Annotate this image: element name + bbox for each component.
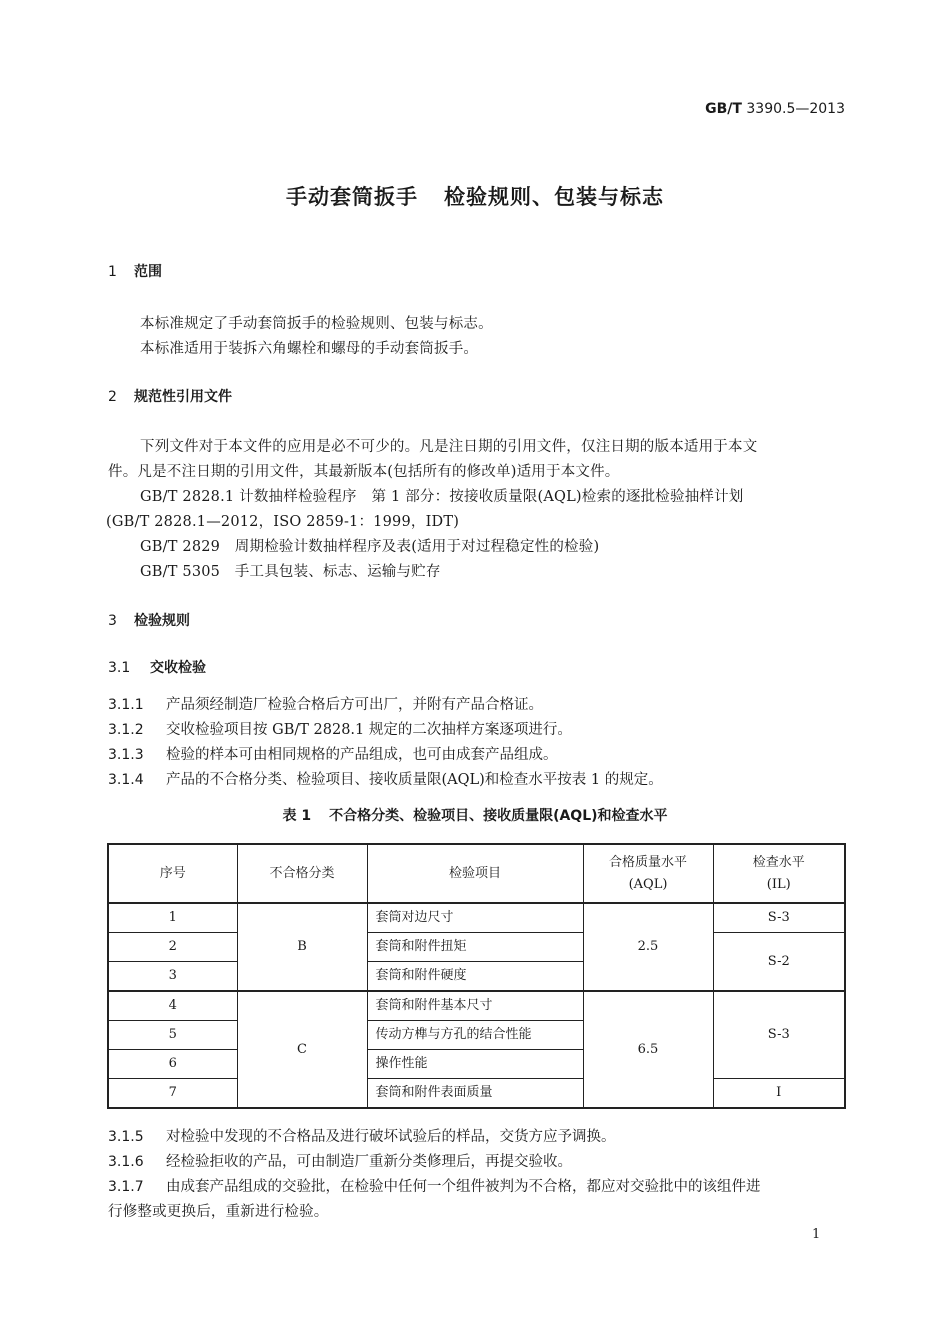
reference-2: GB/T 2829 周期检验计数抽样程序及表(适用于对过程稳定性的检验) [140,539,600,555]
row-seq: 4 [108,991,237,1021]
header-class: 不合格分类 [237,844,367,903]
row-item: 套筒和附件扭矩 [367,933,583,962]
page-number: 1 [812,1227,821,1242]
table-1-number: 表 1 [282,808,312,824]
document-title [0,181,950,211]
section-1-paragraph-1: 本标准规定了手动套筒扳手的检验规则、包装与标志。 [140,316,493,332]
class-b-cell: B [237,903,367,991]
table-row [108,903,845,933]
clause-3-1-5: 3.1.5 对检验中发现的不合格品及进行破坏试验后的样品，交货方应予调换。 [108,1129,616,1145]
standard-code [640,101,845,117]
il-cell: S-3 [713,903,845,933]
row-item: 套筒对边尺寸 [367,903,583,933]
clause-3-1-6: 3.1.6 经检验拒收的产品，可由制造厂重新分类修理后，再提交验收。 [108,1154,572,1170]
row-seq: 3 [108,962,237,992]
table-row [108,1079,845,1109]
row-item: 套筒和附件表面质量 [367,1079,583,1109]
header-seq: 序号 [108,844,237,903]
section-1-paragraph-2: 本标准适用于装拆六角螺栓和螺母的手动套筒扳手。 [140,341,479,357]
section-2-heading: 2 规范性引用文件 [108,389,232,405]
class-c-cell: C [237,991,367,1108]
clause-3-1-2: 3.1.2 交收检验项目按 GB/T 2828.1 规定的二次抽样方案逐项进行。 [108,722,572,738]
il-cell: S-3 [713,991,845,1079]
reference-3: GB/T 5305 手工具包装、标志、运输与贮存 [140,564,441,580]
inspection-table [107,843,846,1109]
aql-c-cell: 6.5 [583,991,713,1108]
section-3-1-heading: 3.1 交收检验 [108,660,206,676]
header-item: 检验项目 [367,844,583,903]
table-row [108,991,845,1021]
aql-b-cell: 2.5 [583,903,713,991]
row-seq: 6 [108,1050,237,1079]
section-2-intro-line-2: 件。凡是不注日期的引用文件，其最新版本(包括所有的修改单)适用于本文件。 [108,464,620,480]
row-seq: 5 [108,1021,237,1050]
reference-1-line-1: GB/T 2828.1 计数抽样检验程序 第 1 部分：按接收质量限(AQL)检索的逐批检验抽样计划 [140,489,744,505]
clause-3-1-7: 3.1.7 由成套产品组成的交验批，在检验中任何一个组件被判为不合格，都应对交验批中的该组件进 [108,1179,761,1195]
table-row [108,933,845,962]
section-2-intro-line-1: 下列文件对于本文件的应用是必不可少的。凡是注日期的引用文件，仅注日期的版本适用于本文 [140,439,758,455]
standard-prefix: GB/T [705,101,742,117]
row-seq: 7 [108,1079,237,1109]
row-seq: 2 [108,933,237,962]
clause-3-1-4: 3.1.4 产品的不合格分类、检验项目、接收质量限(AQL)和检查水平按表 1 的规定。 [108,772,663,788]
row-item: 操作性能 [367,1050,583,1079]
row-item: 传动方榫与方孔的结合性能 [367,1021,583,1050]
clause-3-1-3: 3.1.3 检验的样本可由相同规格的产品组成，也可由成套产品组成。 [108,747,558,763]
il-cell: S-2 [713,933,845,992]
standard-number: 3390.5—2013 [746,101,845,117]
row-seq: 1 [108,903,237,933]
row-item: 套筒和附件硬度 [367,962,583,992]
row-item: 套筒和附件基本尺寸 [367,991,583,1021]
clause-3-1-1: 3.1.1 产品须经制造厂检验合格后方可出厂，并附有产品合格证。 [108,697,543,713]
section-3-heading: 3 检验规则 [108,613,190,629]
header-aql: 合格质量水平 (AQL) [583,844,713,903]
il-cell: I [713,1079,845,1109]
table-1-title: 不合格分类、检验项目、接收质量限(AQL)和检查水平 [329,808,668,824]
table-1-caption [0,805,950,825]
table-header-row [108,844,845,903]
title-part1: 手动套筒扳手 [286,185,418,209]
clause-3-1-7-line-2: 行修整或更换后，重新进行检验。 [108,1204,329,1220]
section-1-heading: 1 范围 [108,264,162,280]
title-part2: 检验规则、包装与标志 [444,185,664,209]
header-il: 检查水平 (IL) [713,844,845,903]
reference-1-line-2: (GB/T 2828.1—2012，ISO 2859-1：1999，IDT) [106,514,460,530]
